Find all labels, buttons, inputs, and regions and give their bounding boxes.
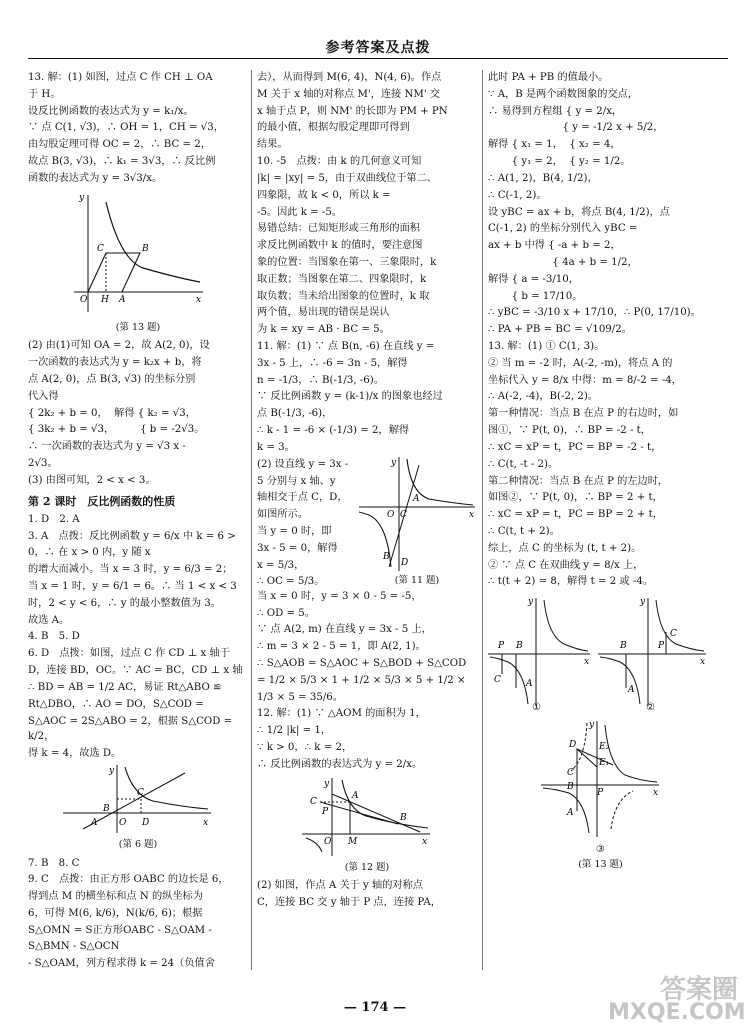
- parallelogram: [88, 253, 140, 292]
- text-line: 2√3。: [28, 458, 58, 470]
- text-line: 9. C 点拨：由正方形 OABC 的边长是 6，: [28, 874, 229, 886]
- hyperbola-curve: [543, 788, 589, 833]
- svg-text:x: x: [203, 817, 209, 828]
- text-line: 11. 解：(1) ∵ 点 B(n, -6) 在直线 y =: [257, 341, 435, 352]
- text-line: ∴ S△AOB = S△AOC + S△BOD + S△COD: [257, 657, 467, 669]
- figure-caption: (第 13 题): [115, 321, 161, 333]
- text-line: D，连接 BD，OC。∵ AC = BC，CD ⊥ x 轴: [28, 665, 243, 677]
- text-line: Rt△DBO，∴ AO = DO，S△COD =: [28, 698, 204, 710]
- column-3: [488, 70, 713, 876]
- figure-q13: [68, 190, 208, 318]
- text-line: { 4a + b = 1/2，: [488, 256, 638, 268]
- text-line: -5。因此 k = -5。: [257, 206, 343, 218]
- text-line: 综上，点 C 的坐标为 (t, t + 2)。: [488, 542, 642, 554]
- text-line: ∴ xC = xP = t，PC = BP = 2 + t，: [488, 509, 663, 521]
- svg-text:C: C: [97, 243, 104, 254]
- svg-text:A: A: [119, 294, 126, 305]
- text-line: ∴ k - 1 = -6 × (-1/3) = 2，解得: [257, 425, 410, 437]
- text-line: 3x - 5 上，∴ -6 = 3n - 5，解得: [257, 357, 408, 369]
- text-line: 设反比例函数的表达式为 y = k₁/x。: [28, 105, 194, 117]
- text-line: 3x - 5 = 0，解得: [257, 542, 338, 554]
- text-line: M 关于 x 轴的对称点 M'，连接 NM' 交: [257, 88, 441, 100]
- text-line: ∵ 反比例函数 y = (k-1)/x 的图象也经过: [257, 391, 443, 403]
- text-line: 得 k = 4，故选 D。: [28, 748, 122, 760]
- svg-text:y: y: [79, 192, 85, 203]
- text-line: 当 x = 0 时，y = 3 × 0 - 5 = -5，: [257, 590, 422, 602]
- svg-text:x: x: [584, 657, 590, 668]
- figure-caption: (第 6 题): [118, 838, 158, 850]
- text-line: 结果。: [257, 139, 288, 151]
- svg-text:P: P: [322, 806, 329, 817]
- text-line: 当 x = 1 时，y = 6/1 = 6。∴ 当 1 < x < 3: [28, 581, 237, 593]
- text-line: 3. A 点拨：反比例函数 y = 6/x 中 k = 6 >: [28, 530, 236, 542]
- text-line: ② 当 m = -2 时，A(-2, -m)，将点 A 的: [488, 357, 673, 369]
- quadrilateral: [577, 749, 597, 785]
- text-line: 取正数；当图象在第二、四象限时，k: [257, 273, 427, 285]
- text-line: 得到点 M 的横坐标和点 N 的纵坐标为: [28, 891, 203, 903]
- text-line: ∵ 点 C(1, √3)，∴ OH = 1，CH = √3，: [28, 122, 224, 134]
- text-line: ∴ OC = 5/3。: [257, 576, 325, 588]
- q11-part2-block: [257, 457, 477, 589]
- text-line: C，连接 BC 交 y 轴于 P 点，连接 PA，: [257, 897, 441, 909]
- svg-text:A: A: [628, 685, 635, 696]
- straight-line: [83, 773, 185, 829]
- svg-text:H: H: [101, 294, 109, 305]
- text-line: 12. 解：(1) ∵ △AOM 的面积为 1，: [257, 708, 426, 720]
- text-line: 由勾股定理可得 OC = 2，∴ BC = 2，: [28, 139, 211, 151]
- text-line: |k| = |xy| = 5，由于双曲线位于第二、: [257, 172, 437, 184]
- text-line: 代入得: [28, 390, 59, 402]
- page-number: — 174 —: [343, 1000, 407, 1015]
- text-line: 5 分别与 x 轴、y: [257, 475, 336, 487]
- svg-text:y: y: [324, 778, 330, 789]
- svg-text:C: C: [670, 629, 677, 640]
- dashed-curve: [611, 791, 633, 829]
- svg-text:O: O: [387, 509, 395, 520]
- text-line: 13. 解：(1) ① C(1, 3)。: [488, 341, 605, 352]
- text-line: = 1/2 × 5/3 × 1 + 1/2 × 5/3 × 5 + 1/2 ×: [257, 674, 466, 686]
- text-line: 轴相交于点 C，D，: [257, 492, 348, 504]
- text-line: ∴ C(-1, 2)。: [488, 189, 547, 201]
- text-line: 易错总结：已知矩形或三角形的面积: [257, 223, 420, 235]
- answers-9-11: [257, 70, 477, 456]
- text-line: ② ∵ 点 C 在双曲线 y = 8/x 上，: [488, 559, 644, 571]
- text-line: ∴ A(-2, -4)，B(-2, 2)。: [488, 391, 599, 403]
- svg-text:C: C: [137, 787, 144, 798]
- svg-text:E₂: E₂: [598, 742, 609, 753]
- svg-text:y: y: [109, 765, 115, 776]
- text-line: 图①，∵ P(t, 0)，∴ BP = -2 - t，: [488, 425, 651, 437]
- hyperbola-curve: [544, 600, 588, 651]
- svg-text:M: M: [348, 836, 358, 847]
- hyperbola-curve: [106, 202, 200, 282]
- text-line: 第一种情况：当点 B 在点 P 的右边时，如: [488, 408, 679, 420]
- text-line: ∵ k > 0，∴ k = 2，: [257, 742, 353, 753]
- figure-q13-1: [488, 596, 592, 708]
- text-line: ∴ yBC = -3/10 x + 17/10，∴ P(0, 17/10)。: [488, 307, 701, 319]
- svg-text:B: B: [516, 641, 523, 652]
- svg-text:C: C: [400, 509, 407, 520]
- page-header: 参考答案及点拨: [325, 40, 431, 56]
- text-line: 点 B(-1/3, -6)，: [257, 408, 333, 420]
- answers-1-6: [28, 512, 248, 762]
- column-1: [28, 70, 248, 972]
- text-line: x 轴于点 P，则 NM' 的长即为 PM + PN: [257, 105, 448, 117]
- figure-q11: [357, 455, 477, 573]
- text-line: (2) 如图，作点 A 关于 y 轴的对称点: [257, 880, 423, 892]
- figure-caption: (第 13 题): [578, 859, 623, 870]
- text-line: 两个值，易出现的错误是误认: [257, 307, 390, 319]
- hyperbola-curve: [605, 725, 657, 782]
- text-line: C(-1, 2) 的坐标分别代入 yBC =: [488, 223, 638, 235]
- text-line: ∴ 反比例函数的表达式为 y = 2/x。: [257, 758, 423, 770]
- figure-q12: [302, 776, 432, 858]
- svg-text:B: B: [400, 812, 407, 823]
- column-divider: [251, 70, 252, 970]
- text-line: 10. -5 点拨：由 k 的几何意义可知: [257, 156, 422, 168]
- hyperbola-curve: [600, 657, 640, 704]
- q12-part2: [257, 878, 477, 911]
- text-line: { 3k₂ + b = √3， { b = -2√3。: [28, 424, 205, 436]
- figure-label: ②: [646, 702, 656, 714]
- text-line: ∴ m = 3 × 2 - 5 = 1，即 A(2, 1)。: [257, 641, 426, 653]
- column-divider: [482, 70, 483, 970]
- svg-text:O: O: [119, 817, 127, 828]
- svg-text:A: A: [566, 808, 573, 819]
- svg-text:C: C: [310, 796, 317, 807]
- figure-caption: (第 12 题): [344, 861, 390, 873]
- text-line: 设 yBC = ax + b，将点 B(4, 1/2)，点: [488, 206, 670, 218]
- text-line: 当 y = 0 时，即: [257, 525, 332, 537]
- text-line: ∴ C(t, -t - 2)。: [488, 458, 559, 470]
- svg-text:x: x: [652, 788, 658, 799]
- text-line: ∴ xC = xP = t，PC = BP = -2 - t，: [488, 441, 662, 453]
- text-line: ∴ C(t, t + 2)。: [488, 525, 560, 537]
- svg-text:O: O: [80, 294, 88, 305]
- svg-text:y: y: [640, 597, 646, 608]
- text-line: ∴ PA + PB = BC = √109/2。: [488, 324, 632, 336]
- text-line: n = -1/3，∴ B(-1/3, -6)。: [257, 374, 384, 386]
- svg-text:y: y: [528, 597, 534, 608]
- svg-text:B: B: [103, 803, 110, 814]
- figure-label: ①: [532, 702, 542, 714]
- text-line: 坐标代入 y = 8/x 中得：m = 8/-2 = -4，: [488, 374, 682, 386]
- q11-part2: [257, 457, 352, 591]
- text-line: 第二种情况：当点 B 在点 P 的左边时，: [488, 475, 669, 487]
- text-line: { b = 17/10。: [488, 290, 583, 302]
- text-line: ∴ 1/2 |k| = 1，: [257, 725, 332, 737]
- svg-text:C: C: [566, 768, 574, 779]
- q13-part2: [28, 338, 248, 488]
- svg-text:A: A: [352, 790, 359, 801]
- text-line: { y = -1/2 x + 5/2，: [488, 122, 664, 134]
- svg-text:P: P: [596, 788, 603, 799]
- text-line: S△OMN = S正方形OABC - S△OAM - S△BMN - S△OCN: [28, 924, 216, 952]
- text-line: 象的位置：当图象在第一、三象限时，k: [257, 256, 437, 268]
- text-line: 函数的表达式为 y = 3√3/x。: [28, 172, 163, 184]
- figures-1-2: [488, 596, 713, 716]
- svg-text:C: C: [494, 675, 501, 686]
- text-line: (2) 由(1)可知 OA = 2，故 A(2, 0)，设: [28, 340, 210, 352]
- section-title: 第 2 课时 反比例函数的性质: [28, 494, 176, 508]
- answers-12-13: [488, 70, 713, 590]
- svg-text:y: y: [391, 457, 397, 468]
- figure-label: ③: [595, 844, 606, 856]
- text-line: ∴ 一次函数的表达式为 y = √3 x -: [28, 441, 186, 453]
- svg-text:O: O: [324, 836, 332, 847]
- text-line: { 2k₂ + b = 0， 解得 { k₂ = √3，: [28, 407, 196, 419]
- text-line: 于 H。: [28, 88, 61, 100]
- text-line: 的增大而减小。当 x = 3 时，y = 6/3 = 2；: [28, 564, 233, 576]
- text-line: 时，2 < y < 6，∴ y 的最小整数值为 3。: [28, 597, 221, 609]
- text-line: ∵ A，B 是两个函数图象的交点，: [488, 88, 639, 100]
- svg-text:y: y: [588, 720, 594, 731]
- text-line: 的最小值，根据勾股定理即可得到: [257, 122, 410, 134]
- text-line: 取负数；当未给出图象的位置时，k 取: [257, 290, 430, 302]
- text-line: 6. D 点拨：如图，过点 C 作 CD ⊥ x 轴于: [28, 648, 230, 660]
- svg-text:E₁: E₁: [598, 758, 609, 769]
- text-line: 1. D 2. A: [28, 513, 80, 525]
- text-line: - S△OAM，列方程求得 k = 24（负值舍: [28, 957, 215, 969]
- svg-text:P: P: [658, 641, 665, 652]
- svg-text:A: A: [526, 679, 533, 690]
- text-line: (3) 由图可知，2 < x < 3。: [28, 474, 156, 486]
- svg-text:B: B: [142, 243, 149, 254]
- text-line: ∴ OD = 5。: [257, 607, 315, 619]
- text-line: 7. B 8. C: [28, 857, 80, 869]
- text-line: ∴ 易得到方程组 { y = 2/x，: [488, 105, 623, 117]
- answers-7-9: [28, 856, 248, 972]
- figure-caption: (第 11 题): [394, 574, 440, 586]
- svg-text:x: x: [469, 509, 475, 520]
- text-line: k = 3。: [257, 441, 295, 453]
- text-line: 点 A(2, 0)，点 B(3, √3) 的坐标分别: [28, 374, 196, 386]
- straight-line: [332, 794, 420, 832]
- figure-q13-2: [598, 596, 708, 708]
- text-line: 如图②，∵ P(t, 0)，∴ BP = 2 + t，: [488, 492, 663, 504]
- svg-text:B: B: [383, 551, 390, 562]
- text-line: 此时 PA + PB 的值最小。: [488, 72, 609, 83]
- text-line: 求反比例函数中 k 的值时，要注意图: [257, 240, 423, 252]
- svg-text:D: D: [142, 817, 150, 828]
- hyperbola-curve: [306, 838, 322, 852]
- text-line: 如图所示。: [257, 509, 308, 521]
- svg-text:x: x: [700, 657, 706, 668]
- text-line: 4. B 5. D: [28, 631, 80, 643]
- text-line: (2) 设直线 y = 3x -: [257, 458, 349, 470]
- text-line: ∵ 点 A(2, m) 在直线 y = 3x - 5 上，: [257, 624, 432, 636]
- text-line: { y₁ = 2， { y₂ = 1/2。: [488, 156, 631, 168]
- text-line: 0，∴ 在 x > 0 内，y 随 x: [28, 547, 151, 559]
- q13-solution: [28, 70, 248, 187]
- watermark-logo: 答案圈 MXQE.COM: [608, 975, 746, 1025]
- text-line: 四象限，故 k < 0，所以 k =: [257, 189, 391, 201]
- figure-q6: [63, 765, 213, 835]
- text-line: 故选 A。: [28, 614, 70, 626]
- svg-text:A: A: [91, 817, 98, 828]
- text-line: 解得 { x₁ = 1， { x₂ = 4，: [488, 139, 621, 151]
- text-line: 为 k = xy = AB · BC = 5。: [257, 324, 390, 336]
- svg-text:D: D: [401, 557, 409, 568]
- svg-text:B: B: [620, 641, 627, 652]
- text-line: ∴ BD = AB = 1/2 AC，易证 Rt△ABO ≌: [28, 681, 222, 693]
- text-line: S△AOC = 2S△ABO = 2，根据 S△COD = k/2，: [28, 715, 236, 743]
- text-line: 13. 解：(1) 如图，过点 C 作 CH ⊥ OA: [28, 72, 213, 83]
- column-2: [257, 70, 477, 912]
- text-line: 故点 B(3, √3)，∴ k₁ = 3√3，∴ 反比例: [28, 156, 216, 168]
- svg-text:A: A: [413, 493, 420, 504]
- svg-text:x: x: [196, 294, 202, 305]
- text-line: 解得 { a = -3/10，: [488, 273, 579, 285]
- text-line: 6，可得 M(6, k/6)，N(k/6, 6)；根据: [28, 908, 203, 920]
- text-line: ∴ A(1, 2)，B(4, 1/2)，: [488, 172, 598, 184]
- svg-text:D: D: [568, 740, 576, 751]
- svg-text:x: x: [422, 836, 428, 847]
- text-line: 一次函数的表达式为 y = k₂x + b，将: [28, 357, 202, 369]
- text-line: ax + b 中得 { -a + b = 2，: [488, 240, 621, 252]
- figure-q13-3: [541, 719, 661, 839]
- text-line: x = 5/3，: [257, 559, 305, 571]
- svg-text:P: P: [498, 641, 505, 652]
- text-line: 1/3 × 5 = 35/6。: [257, 691, 343, 703]
- answers-11-12: [257, 589, 477, 773]
- svg-text:B: B: [566, 782, 574, 793]
- text-line: ∴ t(t + 2) = 8，解得 t = 2 或 -4。: [488, 576, 654, 588]
- text-line: 去），从而得到 M(6, 4)，N(4, 6)。作点: [257, 72, 442, 83]
- header-rule: [28, 58, 728, 59]
